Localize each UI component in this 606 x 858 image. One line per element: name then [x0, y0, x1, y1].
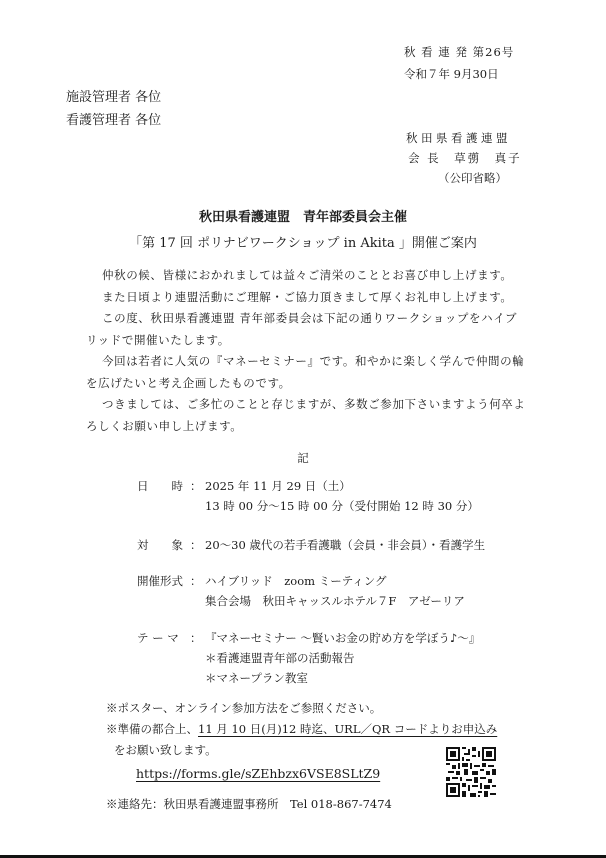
format-online: ハイブリッド zoom ミーティング [205, 574, 387, 588]
datetime-date: 2025 年 11 月 29 日（土） [205, 479, 351, 493]
note-deadline-emphasis: 11 月 10 日(月)12 時迄、URL／QR コードよりお申込み [198, 722, 498, 736]
ki-heading: 記 [297, 451, 309, 465]
note-deadline-prefix: ※準備の都合上、 [106, 722, 198, 736]
body-paragraph-announcement: この度、秋田県看護連盟 青年部委員会は下記の通りワークショップをハイブリッドで開催いたします。 [86, 311, 518, 347]
qr-code-icon[interactable] [446, 747, 496, 797]
registration-link[interactable]: https://forms.gle/sZEhbzx6VSE8SLtZ9 [136, 766, 381, 781]
note-deadline [106, 721, 497, 737]
document-title-organizer: 秋田県看護連盟 青年部委員会主催 [198, 210, 407, 225]
theme-item-activity-report: ＊看護連盟青年部の活動報告 [205, 651, 355, 665]
sender-organization: 秋田県看護連盟 [406, 131, 511, 145]
datetime-time: 13 時 00 分～15 時 00 分（受付開始 12 時 30 分） [205, 499, 479, 513]
seal-omitted-note: （公印省略） [438, 171, 507, 185]
document-number: 秋 看 連 発 第26号 [404, 45, 515, 59]
sender-name: 会 長 草彅 真子 [408, 151, 522, 165]
recipient-facility-managers: 施設管理者 各位 [66, 90, 162, 105]
body-paragraph-request: つきましては、ご多忙のことと存じますが、多数ご参加下さいますよう何卒よろしくお願い申し上げます。 [86, 397, 526, 433]
note-poster: ※ポスター、オンライン参加方法をご参照ください。 [106, 701, 382, 715]
body-text [86, 265, 526, 437]
contact-info: ※連絡先：秋田県看護連盟事務所 Tel 018-867-7474 [106, 797, 392, 811]
body-paragraph-theme: 今回は若者に人気の『マネーセミナー』です。和やかに楽しく学んで仲間の輪を広げたいと考え企画したものです。 [86, 354, 525, 390]
theme-title: 『マネーセミナー ～賢いお金の貯め方を学ぼう♪～』 [205, 631, 481, 645]
target-label: 対 象 [137, 538, 183, 552]
format-venue: 集合会場 秋田キャッスルホテル７F アゼーリア [205, 594, 465, 608]
recipient-nursing-managers: 看護管理者 各位 [66, 113, 162, 128]
theme-label: テ ー マ [137, 631, 179, 645]
target-value: 20～30 歳代の若手看護職（会員・非会員）・看護学生 [205, 538, 486, 552]
note-request: をお願い致します。 [114, 743, 217, 757]
datetime-colon: ： [190, 479, 202, 493]
document-title-event: 「第 17 回 ポリナビワークショップ in Akita 」開催ご案内 [129, 236, 477, 251]
theme-item-money-plan: ＊マネープラン教室 [205, 671, 308, 685]
format-label: 開催形式 [137, 574, 183, 588]
body-paragraph-greeting: 仲秋の候、皆様におかれましては益々ご清栄のこととお喜び申し上げます。 [102, 268, 513, 282]
format-colon: ： [190, 574, 202, 588]
body-paragraph-thanks: また日頃より連盟活動にご理解・ご協力頂きまして厚くお礼申し上げます。 [102, 289, 513, 304]
target-colon: ： [190, 538, 202, 552]
theme-colon: ： [190, 631, 202, 645]
document-date: 令和７年 9月30日 [404, 67, 499, 81]
datetime-label: 日 時 [137, 479, 183, 493]
